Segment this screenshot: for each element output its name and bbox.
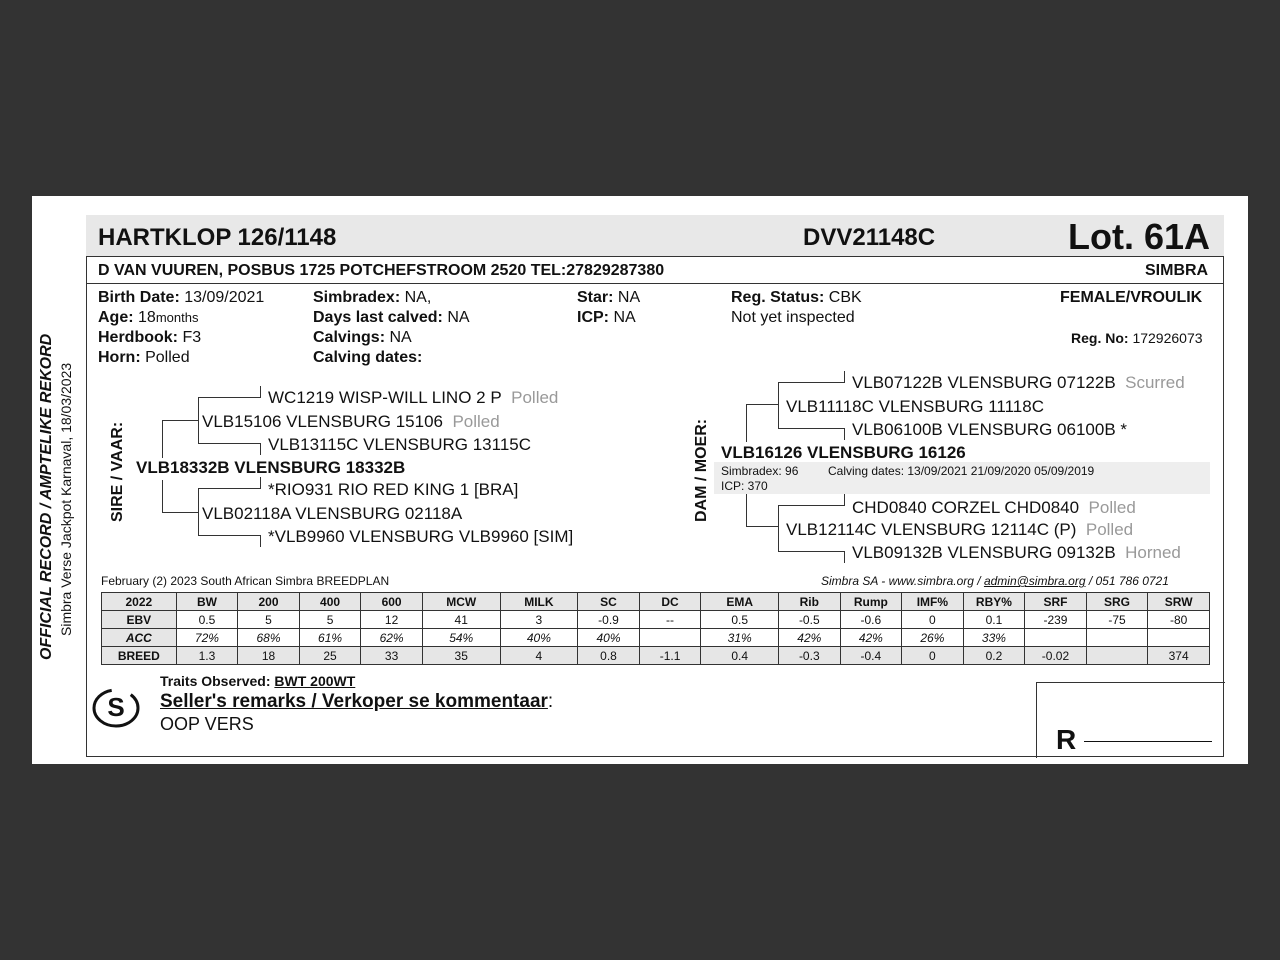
ebv-cell bbox=[1086, 647, 1148, 665]
reg-status: Reg. Status: CBK bbox=[731, 289, 862, 306]
ebv-cell: 25 bbox=[299, 647, 361, 665]
ebv-header-cell: SRW bbox=[1148, 593, 1210, 611]
ebv-header-cell: Rump bbox=[840, 593, 902, 611]
dam-sire-sire: VLB07122B VLENSBURG 07122B Scurred bbox=[852, 373, 1185, 392]
calvings: Calvings: NA bbox=[313, 329, 412, 346]
ebv-cell: 4 bbox=[500, 647, 578, 665]
ebv-row-ebv bbox=[102, 611, 1210, 629]
star: Star: NA bbox=[577, 289, 641, 306]
email-link[interactable]: admin@simbra.org bbox=[983, 574, 1086, 588]
inspection-status: Not yet inspected bbox=[731, 309, 855, 326]
ebv-cell: 62% bbox=[361, 629, 423, 647]
animal-id: DVV21148C bbox=[803, 224, 936, 251]
price-input-line[interactable] bbox=[1084, 741, 1212, 742]
remarks-value: OOP VERS bbox=[160, 714, 254, 734]
dam-sire-dam: VLB06100B VLENSBURG 06100B * bbox=[852, 420, 1128, 439]
ebv-cell: -0.02 bbox=[1025, 647, 1087, 665]
age: Age: 18months bbox=[98, 309, 199, 326]
sire-label: SIRE / VAAR: bbox=[109, 421, 126, 522]
sire-dam-dam: *VLB9960 VLENSBURG VLB9960 [SIM] bbox=[268, 527, 574, 546]
ebv-cell: 68% bbox=[238, 629, 300, 647]
ebv-cell: 18 bbox=[238, 647, 300, 665]
ebv-header-cell: IMF% bbox=[902, 593, 964, 611]
ebv-cell: 41 bbox=[422, 611, 500, 629]
ebv-cell: 61% bbox=[299, 629, 361, 647]
ebv-cell: 0 bbox=[902, 611, 964, 629]
ebv-cell: -- bbox=[639, 611, 701, 629]
ebv-cell: 5 bbox=[299, 611, 361, 629]
price-label: R bbox=[1056, 724, 1077, 755]
sale-event-label: Simbra Verse Jackpot Karnaval, 18/03/2023 bbox=[58, 362, 74, 636]
official-record-label: OFFICIAL RECORD / AMPTELIKE REKORD bbox=[38, 333, 55, 660]
dam-calving-dates: Calving dates: 13/09/2021 21/09/2020 05/09/2019 bbox=[828, 464, 1095, 478]
breedplan-contact: Simbra SA - www.simbra.org / admin@simbra.org / 051 786 0721 bbox=[821, 574, 1169, 588]
ebv-header-cell: BW bbox=[176, 593, 238, 611]
ebv-cell: 12 bbox=[361, 611, 423, 629]
sire-dam: VLB02118A VLENSBURG 02118A bbox=[202, 504, 463, 523]
ebv-header-cell: SC bbox=[578, 593, 640, 611]
ebv-cell: 31% bbox=[701, 629, 779, 647]
sire-parent: VLB15106 VLENSBURG 15106 Polled bbox=[202, 412, 500, 431]
ebv-cell: 72% bbox=[176, 629, 238, 647]
dam-dam: VLB12114C VLENSBURG 12114C (P) Polled bbox=[786, 520, 1134, 539]
lot-card bbox=[32, 196, 1248, 764]
ebv-cell: -80 bbox=[1148, 611, 1210, 629]
dam-name: VLB16126 VLENSBURG 16126 bbox=[721, 443, 966, 462]
ebv-header-cell: SRF bbox=[1025, 593, 1087, 611]
ebv-cell: -1.1 bbox=[639, 647, 701, 665]
ebv-header-cell: MILK bbox=[500, 593, 578, 611]
ebv-cell: -0.6 bbox=[840, 611, 902, 629]
ebv-cell: 42% bbox=[840, 629, 902, 647]
ebv-cell: -0.9 bbox=[578, 611, 640, 629]
ebv-header-cell: 400 bbox=[299, 593, 361, 611]
owner-address: D VAN VUUREN, POSBUS 1725 POTCHEFSTROOM 2520 TEL:27829287380 bbox=[98, 262, 665, 279]
ebv-cell: 42% bbox=[779, 629, 841, 647]
ebv-header-cell: EMA bbox=[701, 593, 779, 611]
ebv-row-label: EBV bbox=[102, 611, 177, 629]
ebv-header-cell: SRG bbox=[1086, 593, 1148, 611]
animal-name: HARTKLOP 126/1148 bbox=[98, 224, 337, 251]
birth-date: Birth Date: 13/09/2021 bbox=[98, 289, 265, 306]
remarks-label: Seller's remarks / Verkoper se kommentaar: bbox=[160, 691, 554, 712]
herdbook: Herdbook: F3 bbox=[98, 329, 202, 346]
sire-dam-parent: VLB13115C VLENSBURG 13115C bbox=[268, 435, 532, 454]
ebv-cell: 0.5 bbox=[701, 611, 779, 629]
ebv-cell: 0.5 bbox=[176, 611, 238, 629]
ebv-cell: 40% bbox=[578, 629, 640, 647]
ebv-header-cell: 2022 bbox=[102, 593, 177, 611]
ebv-row-acc bbox=[102, 629, 1210, 647]
ebv-cell: 0 bbox=[902, 647, 964, 665]
svg-text:S: S bbox=[107, 692, 125, 722]
ebv-cell: 3 bbox=[500, 611, 578, 629]
sex: FEMALE/VROULIK bbox=[1060, 289, 1203, 306]
ebv-cell bbox=[1086, 629, 1148, 647]
ebv-cell: 33% bbox=[963, 629, 1025, 647]
ebv-header-cell: MCW bbox=[422, 593, 500, 611]
ebv-cell: 35 bbox=[422, 647, 500, 665]
breed-name: SIMBRA bbox=[1145, 262, 1209, 279]
dam-sire: VLB11118C VLENSBURG 11118C bbox=[786, 397, 1044, 416]
ebv-header-cell: 200 bbox=[238, 593, 300, 611]
sire-dam-sire: *RIO931 RIO RED KING 1 [BRA] bbox=[268, 480, 519, 499]
icp: ICP: NA bbox=[577, 309, 636, 326]
dam-icp: ICP: 370 bbox=[721, 479, 768, 493]
ebv-cell: 0.1 bbox=[963, 611, 1025, 629]
ebv-cell: -75 bbox=[1086, 611, 1148, 629]
ebv-cell bbox=[1148, 629, 1210, 647]
ebv-cell: 0.2 bbox=[963, 647, 1025, 665]
ebv-row-label: BREED bbox=[102, 647, 177, 665]
days-last-calved: Days last calved: NA bbox=[313, 309, 470, 326]
ebv-header-cell: Rib bbox=[779, 593, 841, 611]
ebv-row-label: ACC bbox=[102, 629, 177, 647]
calving-dates-label: Calving dates: bbox=[313, 349, 423, 366]
lot-number: Lot. 61A bbox=[1068, 216, 1211, 257]
horn-status: Horn: Polled bbox=[98, 349, 190, 366]
ebv-header-row bbox=[102, 593, 1210, 611]
divider bbox=[86, 283, 1224, 284]
ebv-cell: 374 bbox=[1148, 647, 1210, 665]
sire-sire: WC1219 WISP-WILL LINO 2 P Polled bbox=[268, 388, 559, 407]
ebv-cell: 5 bbox=[238, 611, 300, 629]
dam-label: DAM / MOER: bbox=[693, 418, 710, 522]
ebv-cell: 0.8 bbox=[578, 647, 640, 665]
dam-dam-dam: VLB09132B VLENSBURG 09132B Horned bbox=[852, 543, 1181, 562]
ebv-cell: 40% bbox=[500, 629, 578, 647]
ebv-cell: 26% bbox=[902, 629, 964, 647]
simbradex: Simbradex: NA, bbox=[313, 289, 432, 306]
dam-simbradex: Simbradex: 96 bbox=[721, 464, 799, 478]
ebv-cell: 1.3 bbox=[176, 647, 238, 665]
ebv-cell: 33 bbox=[361, 647, 423, 665]
ebv-cell: -0.5 bbox=[779, 611, 841, 629]
ebv-header-cell: RBY% bbox=[963, 593, 1025, 611]
ebv-cell: -0.4 bbox=[840, 647, 902, 665]
ebv-cell: 0.4 bbox=[701, 647, 779, 665]
sire-name: VLB18332B VLENSBURG 18332B bbox=[136, 458, 406, 477]
ebv-table bbox=[101, 592, 1210, 665]
ebv-cell bbox=[1025, 629, 1087, 647]
ebv-cell: -0.3 bbox=[779, 647, 841, 665]
breedplan-source: February (2) 2023 South African Simbra BREEDPLAN bbox=[101, 574, 390, 588]
ebv-row-breed bbox=[102, 647, 1210, 665]
ebv-header-cell: 600 bbox=[361, 593, 423, 611]
reg-number: Reg. No: 172926073 bbox=[1071, 330, 1203, 346]
ebv-cell: -239 bbox=[1025, 611, 1087, 629]
ebv-cell bbox=[639, 629, 701, 647]
ebv-header-cell: DC bbox=[639, 593, 701, 611]
simbra-logo-icon bbox=[88, 684, 144, 732]
dam-dam-sire: CHD0840 CORZEL CHD0840 Polled bbox=[852, 498, 1136, 517]
traits-observed: Traits Observed: BWT 200WT bbox=[160, 673, 356, 689]
ebv-cell: 54% bbox=[422, 629, 500, 647]
